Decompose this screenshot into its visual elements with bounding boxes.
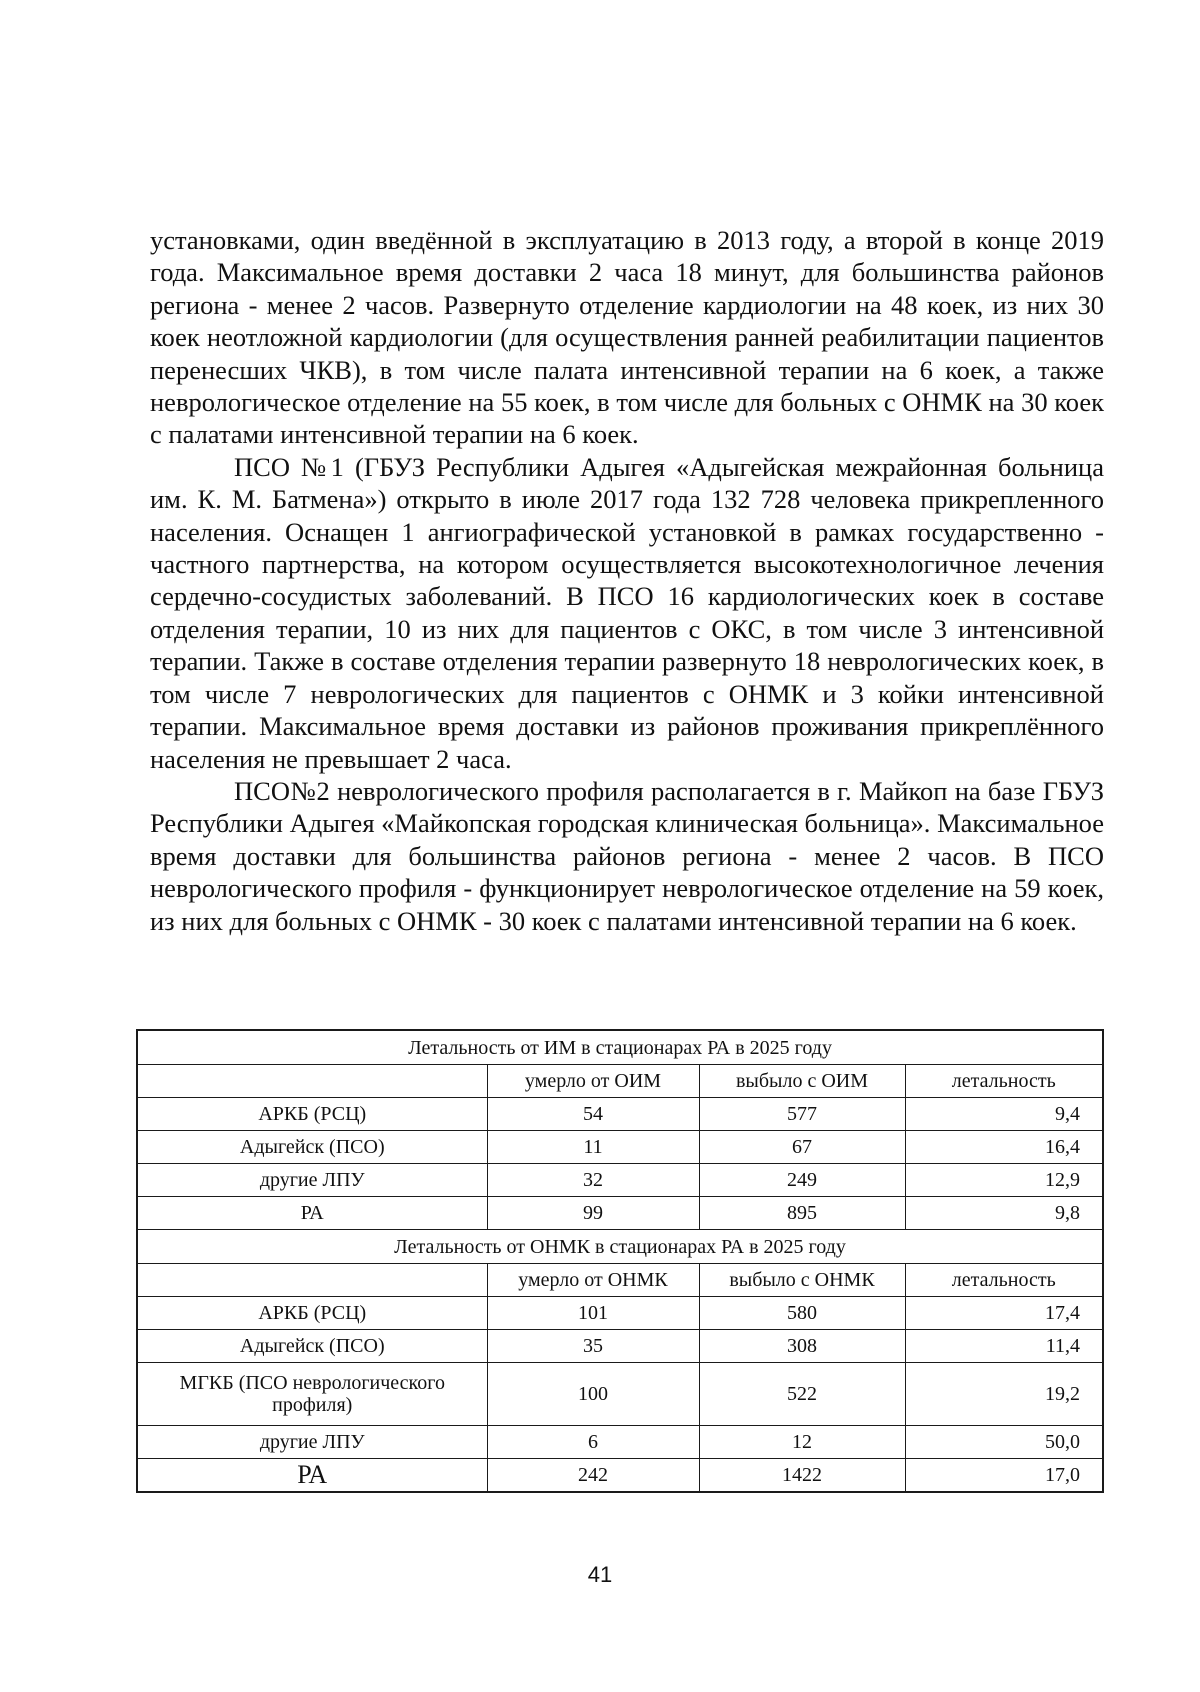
lethality-value: 17,0 [905, 1459, 1103, 1493]
header-cell-discharged: выбыло с ОНМК [699, 1264, 905, 1297]
discharged-value: 249 [699, 1164, 905, 1197]
header-cell-died: умерло от ОНМК [487, 1264, 699, 1297]
table-row [137, 1131, 1103, 1164]
lethality-value: 19,2 [905, 1363, 1103, 1426]
discharged-value: 522 [699, 1363, 905, 1426]
table-header-row [137, 1264, 1103, 1297]
row-label: АРКБ (РСЦ) [137, 1297, 487, 1330]
died-value: 99 [487, 1197, 699, 1230]
died-value: 32 [487, 1164, 699, 1197]
discharged-value: 12 [699, 1426, 905, 1459]
died-value: 101 [487, 1297, 699, 1330]
table-row [137, 1297, 1103, 1330]
died-value: 100 [487, 1363, 699, 1426]
discharged-value: 577 [699, 1098, 905, 1131]
row-label: АРКБ (РСЦ) [137, 1098, 487, 1131]
table-row-total [137, 1459, 1103, 1493]
discharged-value: 67 [699, 1131, 905, 1164]
table-row [137, 1098, 1103, 1131]
table-section-title-row [137, 1030, 1103, 1065]
died-value: 54 [487, 1098, 699, 1131]
discharged-value: 895 [699, 1197, 905, 1230]
mortality-table [136, 1029, 1104, 1493]
lethality-value: 17,4 [905, 1297, 1103, 1330]
lethality-value: 12,9 [905, 1164, 1103, 1197]
header-cell-empty [137, 1264, 487, 1297]
row-label: другие ЛПУ [137, 1164, 487, 1197]
header-cell-lethality: летальность [905, 1065, 1103, 1098]
paragraph-continuation: установками, один введённой в эксплуатацию в 2013 году, а второй в конце 2019 года. Максимальное время доставки 2 часа 18 минут, для большинства районов региона - менее 2 часов. Развернуто отделение кардиологии на 48 коек, из них 30 коек неотложной кардиологии (для осуществления ранней реабилитации пациентов перенесших ЧКВ), в том числе палата интенсивной терапии на 6 коек, а также неврологическое отделение на 55 коек, в том числе для больных с ОНМК на 30 коек с палатами интенсивной терапии на 6 коек. [150, 225, 1104, 450]
row-label: РА [137, 1459, 487, 1493]
body-text [150, 224, 1104, 937]
lethality-value: 16,4 [905, 1131, 1103, 1164]
row-label: РА [137, 1197, 487, 1230]
died-value: 242 [487, 1459, 699, 1493]
discharged-value: 580 [699, 1297, 905, 1330]
row-label: МГКБ (ПСО неврологического профиля) [137, 1363, 487, 1426]
paragraph-pso-1: ПСО №1 (ГБУЗ Республики Адыгея «Адыгейская межрайонная больница им. К. М. Батмена») открыто в июле 2017 года 132 728 человека прикрепленного населения. Оснащен 1 ангиографической установкой в рамках государственно - частного партнерства, на котором осуществляется высокотехнологичное лечения сердечно-сосудистых заболеваний. В ПСО 16 кардиологических коек в составе отделения терапии, 10 из них для пациентов с ОКС, в том числе 3 интенсивной терапии. Также в составе отделения терапии развернуто 18 неврологических коек, в том числе 7 неврологических для пациентов с ОНМК и 3 койки интенсивной терапии. Максимальное время доставки из районов проживания прикреплённого населения не превышает 2 часа. [150, 451, 1104, 774]
died-value: 6 [487, 1426, 699, 1459]
lethality-value: 9,8 [905, 1197, 1103, 1230]
lethality-value: 9,4 [905, 1098, 1103, 1131]
page-number: 41 [587, 1562, 613, 1587]
table-header-row [137, 1065, 1103, 1098]
header-cell-lethality: летальность [905, 1264, 1103, 1297]
lethality-value: 11,4 [905, 1330, 1103, 1363]
im-section-title: Летальность от ИМ в стационарах РА в 2025 году [137, 1030, 1103, 1065]
table-section-title-row [137, 1230, 1103, 1264]
table-row [137, 1330, 1103, 1363]
header-cell-died: умерло от ОИМ [487, 1065, 699, 1098]
discharged-value: 1422 [699, 1459, 905, 1493]
table-row-total [137, 1197, 1103, 1230]
row-label: другие ЛПУ [137, 1426, 487, 1459]
onmk-section-title: Летальность от ОНМК в стационарах РА в 2025 году [137, 1230, 1103, 1264]
table-row [137, 1426, 1103, 1459]
died-value: 11 [487, 1131, 699, 1164]
died-value: 35 [487, 1330, 699, 1363]
header-cell-empty [137, 1065, 487, 1098]
mortality-table-wrapper [136, 1029, 1102, 1493]
row-label: Адыгейск (ПСО) [137, 1131, 487, 1164]
discharged-value: 308 [699, 1330, 905, 1363]
lethality-value: 50,0 [905, 1426, 1103, 1459]
table-row [137, 1363, 1103, 1426]
paragraph-pso-2: ПСО№2 неврологического профиля располагается в г. Майкоп на базе ГБУЗ Республики Адыгея «Майкопская городская клиническая больница». Максимальное время доставки для большинства районов региона - менее 2 часов. В ПСО неврологического профиля - функционирует неврологическое отделение на 59 коек, из них для больных с ОНМК - 30 коек с палатами интенсивной терапии на 6 коек. [150, 775, 1104, 936]
row-label: Адыгейск (ПСО) [137, 1330, 487, 1363]
table-row [137, 1164, 1103, 1197]
header-cell-discharged: выбыло с ОИМ [699, 1065, 905, 1098]
